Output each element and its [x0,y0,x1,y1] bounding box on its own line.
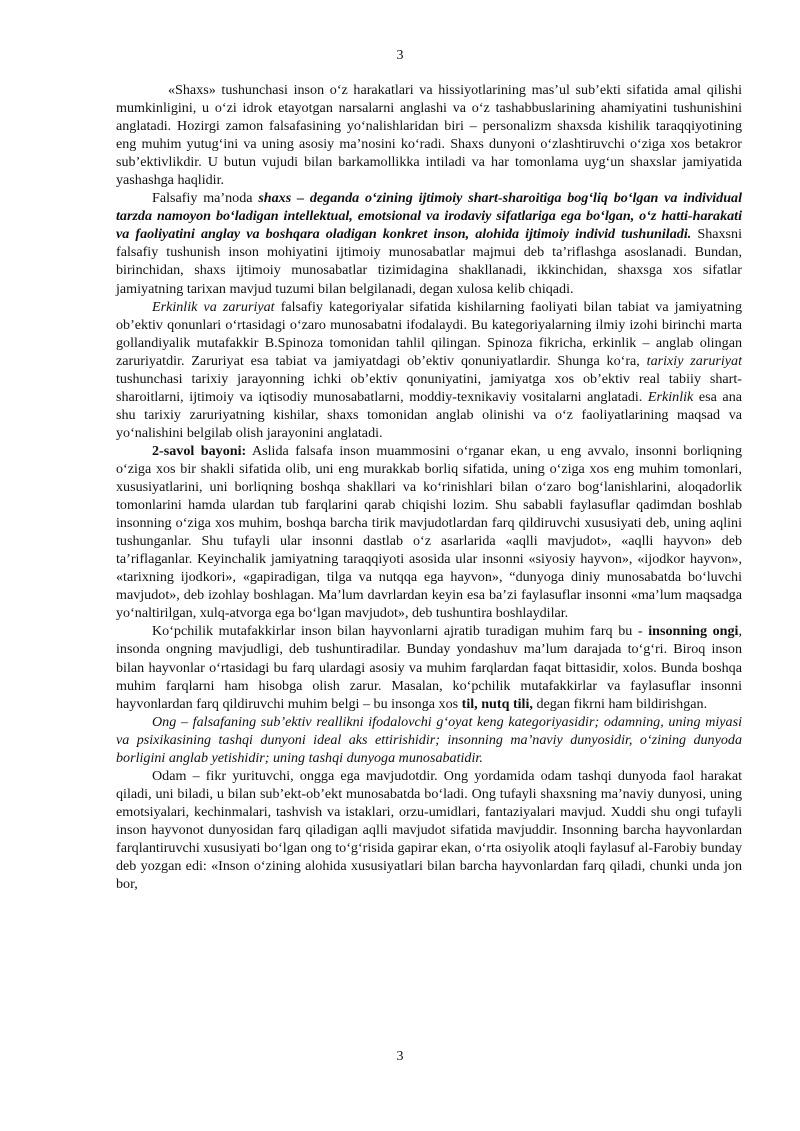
text-segment: 2-savol bayoni: [152,442,247,459]
text-segment: Erkinlik va zaruriyat [152,298,275,315]
text-segment: shaxs – deganda oʻzining ijtimoiy shart-sharoitiga bogʻliq boʻlgan va individual tarzda namoyon boʻladigan intellektual, emotsional va irodaviy sifatlariga ega boʻlgan, oʻz hatti-harakati va faoliyatini anglay va boshqara oladigan konkret inson, alohida ijtimoiy individ tushuniladi. [116,190,742,243]
paragraph-p1 [116,81,742,189]
text-segment: «Shaxs» tushunchasi inson oʻz harakatlari va hissiyotlarining mas’ul sub’ekti sifatida amal qilishi mumkinligini, u oʻzi idrok etayotgan narsalarni anglashi va oʻz tashabbuslarining ahamiyatini tushunishini anglatadi. Hozirgi zamon falsafasining yoʻnalishlaridan biri – personalizm shaxsda kishilik taraqqiyotining eng muhim yutugʻini va uning asosiy ma’nosini koʻradi. Shaxs dunyoni oʻzlashtiruvchi oʻziga xos betakror sub’ektivlikdir. U butun vujudi bilan barkamollikka intiladi va har tomonlama uygʻun shaxslar jamiyatida yashashga haqlidir. [116,82,742,189]
text-segment: Ong – falsafaning sub’ektiv reallikni ifodalovchi gʻoyat keng kategoriyasidir; odamning, uning miyasi va psixikasining tashqi dunyoni ideal aks ettirishidir; insonning ma’naviy dunyosidir, oʻzining dunyoda borligini anglab yetishidir; uning tashqi dunyoga munosabatidir. [116,713,742,766]
text-segment: Falsafiy ma’noda [152,190,259,207]
text-segment: tushunchasi tarixiy jarayonning ichki ob’ektiv qonuniyatini, jamiyatga xos ob’ektiv real tabiiy shart-sharoitlarni, ijtimoiy va iqtisodiy munosabatlarni, moddiy-texnikaviy vositalarni anglatadi. [116,370,742,405]
text-segment: degan fikrni ham bildirishgan. [532,695,708,712]
text-segment: Aslida falsafa inson muammosini oʻrganar ekan, u eng avvalo, insonni borliqning oʻziga xos bir shakli sifatida olib, uni eng murakkab borliq sifatida, uning oʻziga xos eng muhim tomonlari, xususiyatlarini, uni borliqning boshqa shakllari va koʻrinishlari bilan oʻzaro bogʻlanishlarini, aloqadorlik tomonlarini hamda ulardan tub farqlarini qarab chiqishi lozim. Shu sababli faylasuflar qadimdan boshlab insonning oʻziga xos muhim, boshqa barcha tirik mavjudotlardan farq qildiruvchi xususiyati deb, uning aqlini tushunganlar. Shu tufayli ular insonni dastlab oʻz asarlarida «aqlli mavjudot», «aqlli hayvon» deb ta’riflaganlar. Keyinchalik jamiyatning taraqqiyoti asosida ular insonni «siyosiy hayvon», «ijodkor hayvon», «tarixning ijodkori», «gapiradigan, tilga va nutqqa ega hayvon», “dunyoga diniy munosabatda boʻluvchi mavjudot», deb izohlay boshlagan. Ma’lum davrlardan keyin esa ba’zi faylasuflar insonni «ma’lum maqsadga yoʻnaltirilgan, xulq-atvorga ega boʻlgan mavjudot», deb tushuntira boshlaydilar. [116,442,742,622]
text-segment: esa ana shu tarixiy zaruriyatning kishilar, shaxs tomonidan anglab olinishi va oʻz faoliyatlarining maqsad va yoʻnalishini belgilab olish jarayonini anglatadi. [116,388,742,441]
paragraph-p3 [116,298,742,442]
paragraph-p2 [116,189,742,297]
paragraph-p4 [116,442,742,622]
text-segment: falsafiy kategoriyalar sifatida kishilarning faoliyati bilan tabiat va jamiyatning ob’ektiv qonunlari oʻrtasidagi oʻzaro munosabatni ifodalaydi. Bu kategoriyalarning ilmiy izohi birinchi marta gollandiyalik mutafakkir B.Spinoza tomonidan tahlil qilingan. Spinoza fikricha, erkinlik – anglab olingan zaruriyatdir. Zaruriyat esa tabiat va jamiyatdagi ob’ektiv qonuniyatlardir. Shunga koʻra, [116,298,742,369]
text-segment: til, nutq tili, [461,695,533,712]
text-segment: tarixiy zaruriyat [646,352,742,369]
text-segment: Koʻpchilik mutafakkirlar inson bilan hayvonlarni ajratib turadigan muhim farq bu - [152,623,649,640]
paragraph-p6 [116,713,742,767]
page-number-top: 3 [396,48,404,63]
text-segment: Erkinlik [647,388,694,405]
body-text [116,81,742,893]
paragraph-p7 [116,767,742,893]
paragraph-p5 [116,622,742,712]
text-segment: Odam – fikr yurituvchi, ongga ega mavjudotdir. Ong yordamida odam tashqi dunyoda faol harakat qiladi, uni biladi, u bilan sub’ekt-ob’ekt munosabatda boʻladi. Ong tufayli shaxsning ma’naviy dunyosi, uning emotsiyalari, kechinmalari, tashvish va istaklari, orzu-umidlari, fantaziyalari mavjud. Xuddi shu ongi tufayli inson hayvonot dunyosidan farq qiladigan aqlli mavjudot sifatida mavjuddir. Insonning barcha hayvonlardan farqlantiruvchi xususiyati boʻlgan ong toʻgʻrisida gapirar ekan, oʻrta osiyolik atoqli faylasuf al-Farobiy bunday deb yozgan edi: «Inson oʻzining alohida xususiyatlari bilan barcha hayvonlardan farq qiladi, chunki unda jon bor, [116,767,742,893]
text-segment: Shaxsni falsafiy tushunish inson mohiyatini ijtimoiy munosabatlar majmui deb ta’riflashga asoslanadi. Bundan, birinchidan, shaxs ijtimoiy munosabatlar tizimidagina shakllanadi, ikkinchidan, shaxsga xos sifatlar jamiyatning tarixan mavjud tuzumi bilan belgilanadi, degan xulosa kelib chiqadi. [116,226,742,297]
text-segment: insonning ongi [648,623,739,640]
text-segment: , insonda ongning mavjudligi, deb tushuntiradilar. Bunday yondashuv ma’lum darajada toʻgʻri. Biroq inson bilan hayvonlar oʻrtasidagi bu farq ulardagi asosiy va muhim farqlardan faqat bittasidir, xolos. Bunda boshqa muhim farqlarni ham hisobga olish zarur. Masalan, koʻpchilik mutafakkirlar va faylasuflar insonni hayvonlardan farq qildiruvchi muhim belgi – bu insonga xos [116,623,742,712]
page-number-bottom: 3 [396,1049,404,1064]
